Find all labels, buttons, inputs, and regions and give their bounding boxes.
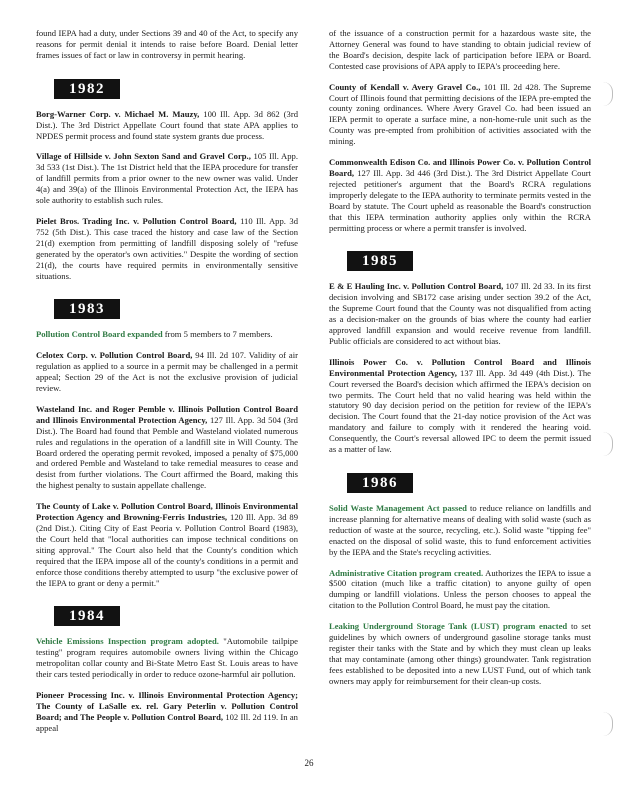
year-heading-1982: 1982 [54, 79, 120, 99]
event-solid-waste-act [329, 503, 591, 558]
event-pcb-expanded [36, 329, 298, 340]
event-title: Administrative Citation program created. [329, 567, 484, 578]
case-text: 127 Ill. App. 3d 504 (3rd Dist.). The Board had found that Pemble and Wasteland violated numerous rules and regulations in the operation of a landfill site in Will County. The Board ordered the operating permit revoked, imposed a penalty of $75,000 and ordered Pemble and Wasteland to take remedial measures to cease and desist from further violations. The Court affirmed the Board, making this the highest penalty to sustain appellate challenge. [36, 414, 298, 491]
case-title: Wasteland Inc. and Roger Pemble v. Illinois Pollution Control Board and Illinois Environmental Protection Agency, [36, 403, 298, 425]
case-pielet [36, 216, 298, 281]
case-celotex [36, 350, 298, 394]
case-text: 127 Ill. App. 3d 446 (3rd Dist.). The 3rd District Appellate Court rejected petitioner's argument that the Board's RCRA regulations improperly delegate to the IEPA authority to terminate permits vested in the Board by statute. The Court upheld as reasonable the Board's construction that this IEPA termination authority applies only within the RCRA permitting process or where a permit transfer is involved. [329, 167, 592, 233]
year-heading-1984: 1984 [54, 606, 120, 626]
event-title: Solid Waste Management Act passed [329, 503, 467, 513]
case-title: Pielet Bros. Trading Inc. v. Pollution Control Board, [36, 215, 237, 226]
year-heading-1985: 1985 [347, 251, 413, 271]
event-administrative-citation [329, 568, 591, 612]
case-commonwealth-edison [329, 157, 591, 233]
case-title: E & E Hauling Inc. v. Pollution Control Board, [329, 281, 504, 292]
event-text: "Automobile tailpipe testing" program requires automobile owners living within the Chicago metropolitan collar county and Bi-State Metro East St. Louis areas to have their cars tested periodically in order to reduce ozone-harmful air pollution. [36, 636, 298, 680]
event-vehicle-emissions [36, 636, 298, 680]
case-text: 107 Ill. 2d 33. In its first decision involving and SB172 case arising under section 39.2 of the Act, the Supreme Court found that the County was not disqualified from acting as a decision-maker on the grounds of bias where the county had earlier approved landfill expansion and would receive revenue from landfill. Public officials are considered to act without bias. [329, 281, 591, 346]
case-kendall [329, 82, 591, 147]
case-text: 101 Ill. 2d 428. The Supreme Court of Illinois found that permitting decisions of the IEPA pre-empted the county zoning ordinances. Where Avery Gravel Co. had been issued an IEPA permit to operate a surface mine, a non-home-rule unit such as the County was pre-empted from prohibition of activities associated with the mining. [329, 81, 591, 147]
case-text: 137 Ill. App. 3d 449 (4th Dist.). The Court reversed the Board's decision which affirmed the IEPA's decision on two permits. The Court held that no valid hearing was held within the statutory 90 day decision period on the petition for review of the IEPA's decision. The Court found that the 21-day notice provision of the Act was mandatory and failure to comply with it rendered the hearing void. Consequently, the Court's reversal allowed IPC to deem the permit issued as a matter of law. [329, 367, 591, 455]
case-title: Village of Hillside v. John Sexton Sand and Gravel Corp., [36, 151, 251, 162]
page-number: 26 [304, 758, 314, 768]
event-text: from 5 members to 7 members. [164, 329, 273, 340]
case-e-and-e-hauling [329, 281, 591, 346]
case-text: 100 Ill. App. 3d 862 (3rd Dist.). The 3rd District Appellate Court found that state APA applies to NPDES permit process and found state system grants due process. [36, 108, 298, 141]
year-heading-1986: 1986 [347, 473, 413, 493]
case-text: 110 Ill. App. 3d 752 (5th Dist.). This case traced the history and case law of the Section 21(d) exemption from permitting of landfill disposing solely of "refuse generated by the operator's own activities." Despite the wording of section 21(d), the courts have required permits in environmentally sensitive situations. [36, 215, 298, 281]
event-title: Leaking Underground Storage Tank (LUST) program enacted [329, 621, 568, 632]
case-text: 105 Ill. App. 3d 533 (1st Dist.). The 1st District held that the IEPA procedure for transfer of landfill permits from a prior owner to the new owner was valid. Under 4(a) and 39(a) of the Illinois Environmental Protection Act, the IEPA has sole authority to establish such rules. [36, 151, 298, 206]
event-text: Authorizes the IEPA to issue a $500 citation (much like a traffic citation) to anyone guilty of open dumping or landfill violations. Unless the person chooses to appeal the citation to the Pollution Control Board, he must pay the citation. [329, 567, 591, 611]
left-column [36, 28, 298, 744]
event-title: Vehicle Emissions Inspection program adopted. [36, 636, 219, 647]
case-title: Commonwealth Edison Co. and Illinois Power Co. v. Pollution Control Board, [329, 157, 591, 178]
case-text: 102 Ill. 2d 119. In an appeal [36, 711, 298, 733]
case-text: 94 Ill. 2d 107. Validity of air regulation as applied to a source in a permit may be challenged in a permit appeal; Section 29 of the Act is not the exclusive provision of judicial review. [36, 350, 298, 394]
case-title: The County of Lake v. Pollution Control Board, Illinois Environmental Protection Agency and Browning-Ferris Industries, [36, 501, 298, 523]
event-lust-program [329, 621, 591, 686]
case-pioneer [36, 690, 298, 734]
case-county-of-lake [36, 501, 298, 588]
binding-hole-mark [598, 432, 613, 456]
event-title: Pollution Control Board expanded [36, 329, 163, 340]
case-text: 120 Ill. App. 3d 89 (2nd Dist.). Citing City of East Peoria v. Pollution Control Board (1983), the Court held that "local authorities can impose technical conditions on siting approval." The Court also held that the County's condition which required that the IEPA impose all of the county's conditions in a permit and enforce those conditions thereby attempted to usurp "the exclusive power of the IEPA to grant or deny a permit." [36, 512, 299, 588]
case-illinois-power [329, 357, 591, 455]
binding-hole-mark [598, 82, 613, 106]
case-borg-warner [36, 109, 298, 142]
case-title: Illinois Power Co. v. Pollution Control Board and Illinois Environmental Protection Agency, [329, 356, 591, 378]
case-title: County of Kendall v. Avery Gravel Co., [329, 81, 481, 92]
event-text: to reduce reliance on landfills and increase planning for alternative means of dealing with solid waste (such as reduction of waste at the source, recycling, etc.). Solid waste "tipping fee" enacted on the disposal of solid waste, this to fund enforcement activities by the IEPA and the State's recycling activities. [329, 503, 591, 557]
case-title: Celotex Corp. v. Pollution Control Board, [36, 350, 193, 361]
case-wasteland [36, 404, 298, 491]
case-hillside [36, 151, 298, 206]
right-column [329, 28, 591, 697]
year-heading-1983: 1983 [54, 299, 120, 319]
case-title: Borg-Warner Corp. v. Michael M. Mauzy, [36, 108, 200, 119]
paragraph-continued: of the issuance of a construction permit for a hazardous waste site, the Attorney General was found to have standing to obtain judicial review of the Board's decision, despite lack of participation before IEPA or Board. Contested case provisions of APA apply to IEPA's proceeding here. [329, 28, 591, 71]
case-title: Pioneer Processing Inc. v. Illinois Environmental Protection Agency; The County of LaSalle ex. rel. Gary Peterlin v. Pollution Control Board; and The People v. Pollution Control Board, [36, 690, 298, 722]
paragraph-intro: found IEPA had a duty, under Sections 39 and 40 of the Act, to specify any reasons for permit denial it intends to raise before Board. Denial letter frames issues of fact or law in controversy in permit hearing. [36, 28, 298, 60]
binding-hole-mark [598, 712, 613, 736]
event-text: to set guidelines by which owners of underground gasoline storage tanks must register their tanks with the State and by which they must clean up leaks that may contaminate (among other things) groundwater. Tank registration fees established to be deposited into a new LUST Fund, out of which tank owners may apply for reimbursement for their clean-up costs. [329, 621, 591, 686]
